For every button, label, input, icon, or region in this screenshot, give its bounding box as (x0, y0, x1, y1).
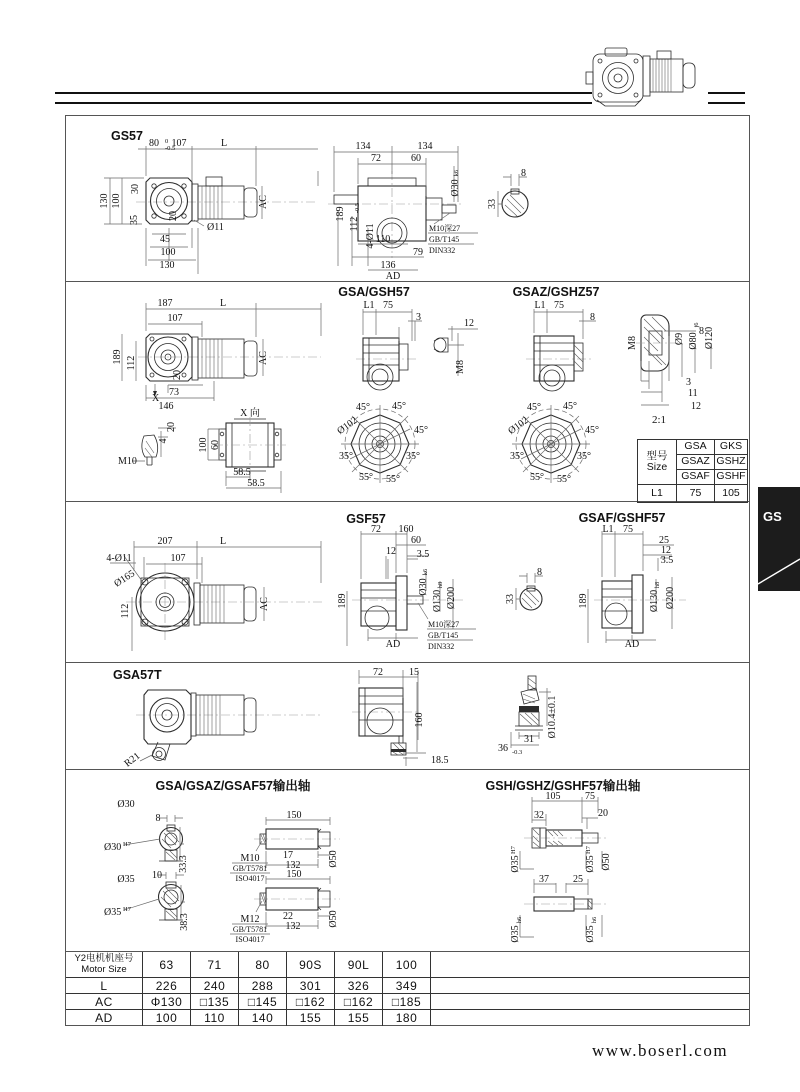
dim-tol: H7 (585, 846, 592, 854)
motor-cell: 110 (191, 1010, 239, 1026)
dim-label: Ø50 (328, 850, 339, 868)
dim-label: AD (624, 639, 640, 650)
dim-label: Ø10.4±0.1 (547, 695, 558, 739)
angle-label: 45° (414, 425, 428, 436)
dim-tol: -0.5 (354, 202, 361, 214)
dim-label: 110 (375, 234, 391, 245)
size-table-header (638, 440, 677, 485)
dim-tol: k6 (422, 568, 429, 576)
gearbox-photo-art (585, 38, 705, 108)
dim-label: 20 (166, 422, 177, 432)
gsaz-gshz57-side-view (513, 285, 600, 391)
size-table (637, 439, 748, 503)
dim-label: 20 (598, 808, 608, 819)
angle-label: 45° (527, 402, 541, 413)
dim-label: 75 (623, 524, 633, 535)
dim-label: M10 (118, 456, 137, 467)
section-title-gsaf-gshf57: GSAF/GSHF57 (578, 511, 666, 525)
dim-label: Ø200 (665, 586, 676, 610)
note-line: GB/T145 (429, 235, 460, 244)
dim-label: 60 (411, 535, 421, 546)
series-tab-gs (758, 487, 800, 591)
motor-cell: □162 (335, 994, 383, 1010)
motor-cell-empty (431, 978, 749, 994)
dim-label: 8 (521, 168, 526, 179)
dim-label: 33.3 (178, 855, 189, 873)
dim-label: Ø102 (506, 414, 531, 437)
dim-tol: -0.3 (512, 749, 523, 756)
note-line: DIN332 (429, 246, 456, 255)
center-hole-note (428, 213, 478, 255)
dim-label: Ø120 (704, 326, 715, 350)
dim-label: 189 (337, 593, 348, 609)
gsa-flange-view (335, 401, 428, 485)
motor-table-header-en: Motor Size (81, 963, 127, 975)
dim-label: Ø30 (104, 842, 122, 853)
thread-label: M12 (240, 914, 260, 925)
dim-label: 33 (505, 594, 516, 604)
dim-label: 136 (380, 260, 396, 271)
dim-label: L (220, 138, 228, 149)
dim-label: 8 (537, 567, 542, 578)
dim-label: 11 (688, 388, 698, 399)
gsaf-gshf57-side-view (578, 511, 686, 650)
dim-label: 60 (210, 440, 221, 450)
dim-label: Ø130 (432, 589, 443, 613)
gs57-shaft-section (487, 168, 528, 217)
motor-cell: 301 (287, 978, 335, 994)
dim-label: Ø35 (585, 855, 596, 873)
dim-label: 8 (699, 326, 704, 337)
dim-label: 35 (129, 215, 140, 225)
dim-label: 30 (130, 184, 141, 194)
gsa57t-front-view (123, 690, 321, 769)
motor-size-table (66, 951, 749, 1026)
section-output-shafts (66, 769, 749, 951)
motor-col: 71 (191, 952, 239, 978)
dim-label: 17 (283, 850, 293, 861)
dim-label: 132 (285, 921, 301, 932)
dim-label: 36 (498, 743, 508, 754)
dim-label: 72 (371, 524, 381, 535)
section-gsa57t (66, 662, 749, 770)
dim-label: 107 (167, 313, 183, 324)
motor-cell-empty (431, 1010, 749, 1026)
center-hole-note (418, 603, 476, 651)
dim-label: 25 (659, 535, 669, 546)
section-title-gsf57: GSF57 (346, 512, 386, 526)
note-line: GB/T145 (428, 631, 459, 640)
dim-label: Ø30 (418, 578, 429, 596)
dim-label: 18.5 (431, 755, 449, 766)
dim-label: 130 (159, 260, 175, 271)
gsaz-flange-view (506, 401, 599, 485)
dim-tol: j6 (693, 322, 700, 328)
standard-label: GB/T5781 (232, 925, 268, 934)
dim-label: 8 (590, 312, 595, 323)
dim-label: 107 (170, 553, 186, 564)
angle-label: 55° (557, 474, 571, 485)
dim-label: Ø30 (450, 179, 461, 197)
motor-col: 80 (239, 952, 287, 978)
dim-tol: h6 (591, 916, 598, 924)
dim-label: 33 (487, 199, 498, 209)
dim-tol: -0.5 (165, 145, 176, 152)
dim-label: 100 (160, 247, 176, 258)
size-table-label-en: Size (646, 461, 668, 473)
dim-label: 72 (371, 153, 381, 164)
size-cell: 75 (677, 485, 715, 502)
motor-row-label: AD (66, 1010, 143, 1026)
dim-label: 79 (413, 247, 423, 258)
dim-label: X (152, 393, 160, 404)
motor-col: 90S (287, 952, 335, 978)
motor-cell: □145 (239, 994, 287, 1010)
dim-label: 4 (158, 438, 169, 444)
motor-cell: 155 (287, 1010, 335, 1026)
dim-label: Ø165 (112, 568, 137, 590)
dim-label: 3 (416, 312, 421, 323)
motor-cell: 349 (383, 978, 431, 994)
angle-label: 35° (339, 451, 353, 462)
dim-label: 207 (157, 536, 173, 547)
tab-diagonal-line (758, 487, 800, 591)
dim-label: Ø30 (117, 799, 135, 810)
dim-label: 12 (661, 545, 671, 556)
size-cell: GKS (715, 440, 747, 455)
dim-label: 20 (168, 211, 179, 221)
dim-tol: 0 (165, 138, 169, 145)
dim-label: 3.5 (660, 555, 674, 566)
hub-bore-30 (104, 799, 189, 873)
size-cell: GSAF (677, 470, 715, 485)
website-footer: www.boserl.com (592, 1041, 729, 1060)
dim-label: Ø50 (601, 853, 612, 871)
motor-cell-empty (431, 994, 749, 1010)
gsf57-front-view (106, 536, 322, 651)
dim-label: 72 (373, 667, 383, 678)
dim-label: AD (385, 639, 401, 650)
dim-label: 4-Ø11 (365, 223, 376, 249)
dim-label: Ø35 (104, 907, 122, 918)
dim-tol: h8 (654, 581, 661, 589)
dim-label: AC (258, 195, 269, 209)
motor-col: 90L (335, 952, 383, 978)
angle-label: 55° (386, 474, 400, 485)
standard-label: ISO4017 (235, 874, 265, 883)
dim-label: Ø50 (328, 910, 339, 928)
motor-col: 63 (143, 952, 191, 978)
dim-label: Ø102 (335, 414, 360, 437)
motor-cell: 240 (191, 978, 239, 994)
dim-label: 37 (539, 874, 549, 885)
dim-label: Ø130 (649, 589, 660, 613)
dim-label: 58.5 (233, 467, 251, 478)
dim-label: 20 (172, 370, 183, 380)
dim-label: 25 (573, 874, 583, 885)
dim-label: 32 (534, 810, 544, 821)
motor-cell-empty (431, 952, 749, 978)
dim-label: 10 (152, 870, 162, 881)
dim-label: 3 (686, 377, 691, 388)
angle-label: 45° (563, 401, 577, 412)
gsf57-shaft-section (505, 567, 543, 610)
dim-label: 73 (169, 387, 179, 398)
dim-label: 146 (158, 401, 174, 412)
dim-label: 100 (111, 193, 122, 209)
dim-label: Ø35 (585, 925, 596, 943)
gsa-gsh57-side-view (338, 285, 478, 390)
bushing-detail-2to1 (627, 315, 715, 426)
dim-label: 15 (409, 667, 419, 678)
hollow-shaft-view (510, 791, 612, 873)
dim-tol: H7 (123, 906, 131, 913)
title-gsh-output-shaft: GSH/GSHZ/GSHF57输出轴 (485, 779, 641, 793)
dim-label: 112 (126, 355, 137, 371)
size-cell: L1 (638, 485, 677, 502)
gsf57-side-view (337, 512, 476, 651)
solid-shaft-view (510, 874, 606, 943)
dim-label: L1 (363, 300, 375, 311)
motor-row-label: AC (66, 994, 143, 1010)
dim-label: 189 (578, 593, 589, 609)
page-frame (65, 115, 750, 1026)
dim-label: 132 (285, 860, 301, 871)
section-title-gsa57t: GSA57T (113, 668, 162, 682)
angle-label: 45° (392, 401, 406, 412)
angle-label: 35° (510, 451, 524, 462)
dim-label: 75 (383, 300, 393, 311)
dim-label: M8 (627, 336, 638, 350)
standard-label: GB/T5781 (232, 864, 268, 873)
gsa57t-side-view (352, 667, 449, 766)
motor-col: 100 (383, 952, 431, 978)
gs57-side-view (328, 141, 478, 282)
dim-label: 31 (524, 734, 534, 745)
size-cell: GSHF (715, 470, 747, 485)
dim-label: M8 (455, 360, 466, 374)
dim-label: 112 (120, 603, 131, 619)
gsa57-front-view (112, 298, 321, 412)
dim-label: R21 (122, 750, 143, 770)
motor-cell: 155 (335, 1010, 383, 1026)
section-gsf57 (66, 501, 749, 663)
dim-label: 22 (283, 911, 293, 922)
dim-tol: k6 (453, 169, 460, 177)
motor-cell: 288 (239, 978, 287, 994)
size-cell: GSHZ (715, 455, 747, 470)
angle-label: 55° (359, 472, 373, 483)
header-rule-left (55, 92, 592, 104)
note-line: M10深27 (428, 620, 460, 629)
motor-cell: 140 (239, 1010, 287, 1026)
dim-label: 189 (335, 206, 346, 222)
dim-tol: H7 (510, 846, 517, 854)
dim-label: Ø80 (688, 332, 699, 350)
note-line: DIN332 (428, 642, 455, 651)
section-title-gsa-gsh57: GSA/GSH57 (338, 285, 410, 299)
dim-label: 38.3 (179, 913, 190, 931)
rubber-buffer-detail (498, 676, 558, 756)
standard-label: ISO4017 (235, 935, 265, 944)
dim-label: 100 (198, 437, 209, 453)
dim-label: 150 (286, 869, 302, 880)
dim-label: L1 (534, 300, 546, 311)
scale-label: 2:1 (651, 414, 667, 426)
dim-label: 134 (355, 141, 371, 152)
dim-label: 60 (411, 153, 421, 164)
dim-label: 187 (157, 298, 173, 309)
motor-cell: □162 (287, 994, 335, 1010)
dim-label: Ø9 (674, 332, 685, 346)
motor-table-header-cell (66, 952, 143, 978)
dim-label: 107 (171, 138, 187, 149)
motor-cell: 226 (143, 978, 191, 994)
size-cell: GSAZ (677, 455, 715, 470)
x-direction-view (198, 406, 286, 493)
dim-label: 75 (554, 300, 564, 311)
dim-label: 80 (149, 138, 159, 149)
size-cell: GSA (677, 440, 715, 455)
gearbox-housing (586, 48, 643, 106)
dim-label: 8 (155, 813, 161, 824)
dim-label: 189 (112, 349, 123, 365)
note-line: M10深27 (429, 224, 461, 233)
dim-label: Ø200 (446, 586, 457, 610)
angle-label: 45° (356, 402, 370, 413)
shaft-150-m10 (230, 810, 340, 883)
section-title-gs57: GS57 (111, 129, 143, 143)
dim-tol: h6 (516, 916, 523, 924)
series-tab-label: GS (763, 509, 782, 524)
dim-tol: h8 (437, 581, 444, 589)
motor-table-header-cn: Y2电机机座号 (74, 952, 134, 964)
angle-label: 35° (406, 451, 420, 462)
dim-label: 112 (349, 216, 360, 232)
motor-cell: 180 (383, 1010, 431, 1026)
size-cell: 105 (722, 486, 740, 499)
motor-cell: 100 (143, 1010, 191, 1026)
dim-label: Ø35 (117, 874, 135, 885)
size-table-label-cn: 型号 (646, 449, 668, 462)
motor-cell: 326 (335, 978, 383, 994)
dim-label: L (219, 536, 227, 547)
motor-cell: □185 (383, 994, 431, 1010)
motor-row-label: L (66, 978, 143, 994)
dim-label: L (219, 298, 227, 309)
dim-label: Ø35 (510, 855, 521, 873)
section-gs57 (66, 116, 749, 282)
dim-label: 4-Ø11 (106, 553, 132, 564)
motor-cell: Φ130 (143, 994, 191, 1010)
dim-label: 150 (286, 810, 302, 821)
motor-cell: □135 (191, 994, 239, 1010)
dim-label: 3.5 (416, 549, 430, 560)
dim-label: 12 (464, 318, 474, 329)
dim-label: AC (258, 351, 269, 365)
dim-label: 75 (585, 791, 595, 802)
dim-label: 130 (99, 193, 110, 209)
motor-art (643, 51, 695, 96)
dim-label: 58.5 (247, 478, 265, 489)
dim-label: 160 (414, 712, 425, 728)
dim-label: 12 (386, 546, 396, 557)
dim-label: 12 (691, 401, 701, 412)
gs57-front-view (99, 138, 318, 274)
section-title-gsaz-gshz57: GSAZ/GSHZ57 (512, 285, 600, 299)
dim-label: 160 (398, 524, 414, 535)
dim-label: L1 (602, 524, 614, 535)
thread-label: M10 (240, 853, 260, 864)
dim-label: Ø35 (510, 925, 521, 943)
angle-label: 35° (577, 451, 591, 462)
angle-label: 45° (585, 425, 599, 436)
angle-label: 55° (530, 472, 544, 483)
view-label: X 向 (240, 408, 260, 419)
dim-label: AC (259, 597, 270, 611)
dim-label: AD (385, 271, 401, 282)
dim-label: 105 (545, 791, 561, 802)
hub-bore-35 (104, 870, 190, 931)
header-rule-right (708, 92, 745, 104)
dim-label: 45 (160, 234, 170, 245)
dim-tol: H7 (123, 841, 131, 848)
title-gsa-output-shaft: GSA/GSAZ/GSAF57输出轴 (155, 779, 311, 793)
dim-label: 134 (417, 141, 433, 152)
breather-plug-detail (118, 422, 177, 467)
dim-label: Ø11 (207, 222, 224, 233)
